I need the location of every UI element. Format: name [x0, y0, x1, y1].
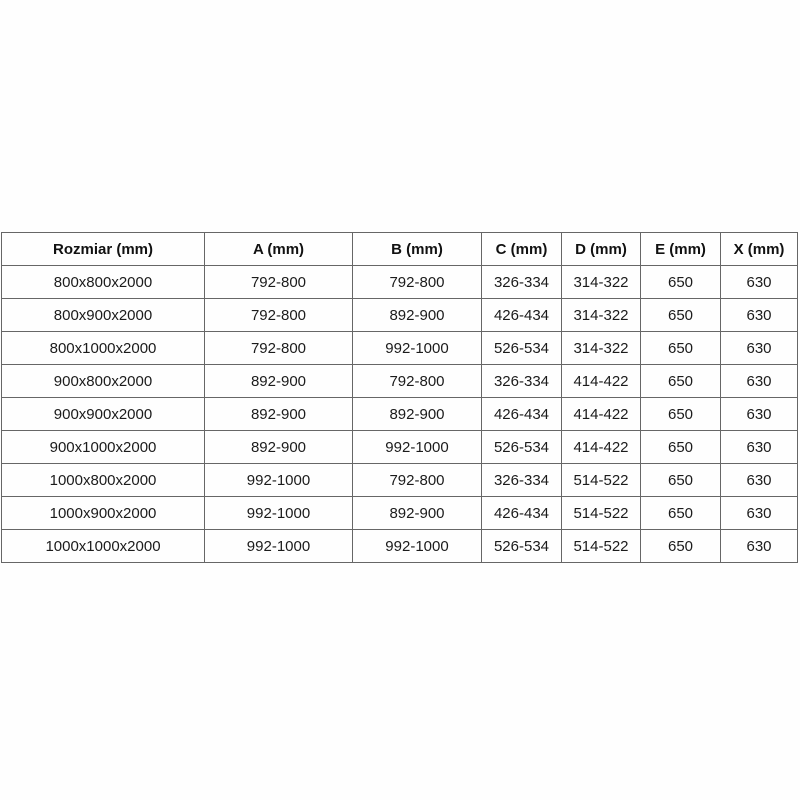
cell-d: 514-522	[562, 530, 641, 563]
cell-a: 892-900	[205, 431, 353, 464]
column-header-rozmiar: Rozmiar (mm)	[2, 233, 205, 266]
cell-rozmiar: 1000x900x2000	[2, 497, 205, 530]
column-header-b: B (mm)	[353, 233, 482, 266]
cell-e: 650	[641, 431, 721, 464]
cell-x: 630	[721, 266, 798, 299]
cell-b: 992-1000	[353, 431, 482, 464]
table-row	[2, 530, 798, 563]
dimensions-table	[1, 232, 798, 563]
cell-d: 414-422	[562, 431, 641, 464]
size-table-container	[1, 232, 798, 563]
cell-x: 630	[721, 530, 798, 563]
cell-rozmiar: 1000x1000x2000	[2, 530, 205, 563]
cell-b: 792-800	[353, 464, 482, 497]
cell-e: 650	[641, 365, 721, 398]
cell-c: 526-534	[482, 332, 562, 365]
cell-x: 630	[721, 299, 798, 332]
table-row	[2, 365, 798, 398]
cell-b: 892-900	[353, 398, 482, 431]
cell-e: 650	[641, 530, 721, 563]
cell-a: 992-1000	[205, 497, 353, 530]
cell-x: 630	[721, 431, 798, 464]
cell-b: 992-1000	[353, 530, 482, 563]
table-row	[2, 266, 798, 299]
table-row	[2, 398, 798, 431]
column-header-c: C (mm)	[482, 233, 562, 266]
table-row	[2, 299, 798, 332]
cell-x: 630	[721, 332, 798, 365]
cell-d: 514-522	[562, 497, 641, 530]
table-row	[2, 497, 798, 530]
cell-c: 326-334	[482, 464, 562, 497]
cell-c: 426-434	[482, 398, 562, 431]
cell-a: 792-800	[205, 299, 353, 332]
column-header-d: D (mm)	[562, 233, 641, 266]
cell-rozmiar: 900x900x2000	[2, 398, 205, 431]
cell-x: 630	[721, 398, 798, 431]
cell-b: 992-1000	[353, 332, 482, 365]
cell-rozmiar: 1000x800x2000	[2, 464, 205, 497]
cell-d: 414-422	[562, 365, 641, 398]
cell-rozmiar: 900x800x2000	[2, 365, 205, 398]
cell-a: 892-900	[205, 398, 353, 431]
cell-c: 326-334	[482, 266, 562, 299]
cell-x: 630	[721, 497, 798, 530]
cell-d: 314-322	[562, 266, 641, 299]
cell-b: 892-900	[353, 299, 482, 332]
cell-c: 526-534	[482, 431, 562, 464]
column-header-e: E (mm)	[641, 233, 721, 266]
cell-e: 650	[641, 266, 721, 299]
cell-a: 992-1000	[205, 530, 353, 563]
cell-d: 314-322	[562, 332, 641, 365]
cell-rozmiar: 900x1000x2000	[2, 431, 205, 464]
cell-a: 992-1000	[205, 464, 353, 497]
cell-e: 650	[641, 299, 721, 332]
cell-rozmiar: 800x900x2000	[2, 299, 205, 332]
column-header-x: X (mm)	[721, 233, 798, 266]
table-header-row	[2, 233, 798, 266]
cell-c: 426-434	[482, 497, 562, 530]
cell-x: 630	[721, 365, 798, 398]
cell-b: 892-900	[353, 497, 482, 530]
cell-e: 650	[641, 332, 721, 365]
cell-e: 650	[641, 464, 721, 497]
cell-a: 792-800	[205, 332, 353, 365]
cell-rozmiar: 800x800x2000	[2, 266, 205, 299]
cell-e: 650	[641, 398, 721, 431]
cell-d: 514-522	[562, 464, 641, 497]
cell-b: 792-800	[353, 266, 482, 299]
table-row	[2, 332, 798, 365]
cell-a: 892-900	[205, 365, 353, 398]
cell-e: 650	[641, 497, 721, 530]
cell-rozmiar: 800x1000x2000	[2, 332, 205, 365]
table-row	[2, 431, 798, 464]
cell-c: 326-334	[482, 365, 562, 398]
cell-x: 630	[721, 464, 798, 497]
cell-c: 426-434	[482, 299, 562, 332]
table-row	[2, 464, 798, 497]
column-header-a: A (mm)	[205, 233, 353, 266]
cell-d: 314-322	[562, 299, 641, 332]
cell-d: 414-422	[562, 398, 641, 431]
cell-b: 792-800	[353, 365, 482, 398]
cell-a: 792-800	[205, 266, 353, 299]
cell-c: 526-534	[482, 530, 562, 563]
